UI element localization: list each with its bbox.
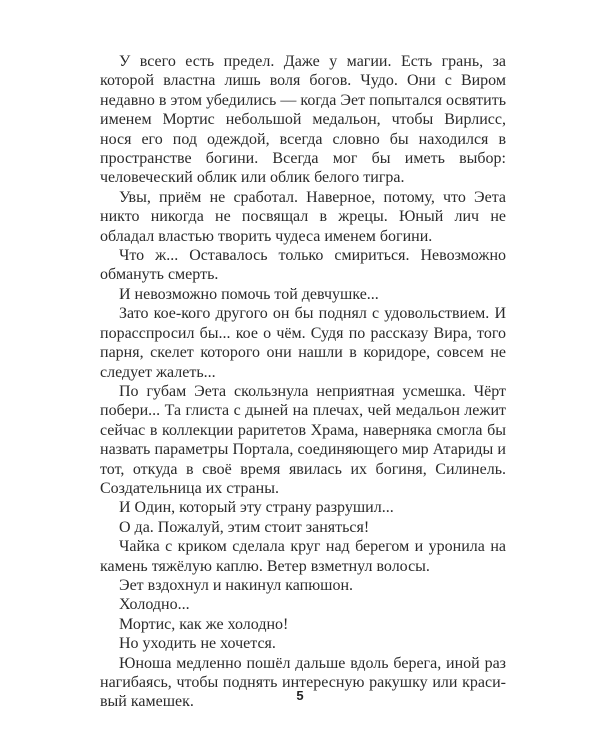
paragraph: Чайка с криком сделала круг над берегом и уронила на камень тяжёлую каплю. Ветер взметнул волосы. — [100, 538, 506, 575]
paragraph: Увы, приём не сработал. Наверное, потому, что Эета никто никогда не посвящал в жрецы. Юный лич не обладал властью творить чудеса именем богини. — [100, 188, 506, 245]
paragraph: Зато кое-кого другого он бы поднял с удовольствием. И порасспросил бы... кое о чём. Судя по рассказу Вира, того парня, скелет которого они нашли в коридоре, совсем не следует жалеть... — [100, 305, 506, 381]
paragraph: О да. Пожалуй, этим стоит заняться! — [119, 518, 370, 536]
paragraph: Эет вздохнул и накинул капюшон. — [119, 576, 354, 594]
paragraph: Что ж... Оставалось только смириться. Невозможно обмануть смерть. — [100, 247, 506, 284]
paragraph: И Один, который эту страну разрушил... — [119, 499, 394, 517]
paragraph: Холодно... — [119, 596, 190, 614]
paragraph: По губам Эета скользнула неприятная усмешка. Чёрт побери... Та глиста с дыней на плечах, чей медальон лежит сейчас в коллекции раритетов Храма, наверняка смогла бы назвать параметры Портала, соединяющего мир Атариды и тот, откуда в своё время явилась их богиня, Силинель. Создательница их страны. — [100, 382, 506, 497]
paragraph: И невозможно помочь той девчушке... — [119, 285, 379, 303]
body-text — [100, 52, 506, 712]
paragraph: Мортис, как же холодно! — [119, 615, 289, 633]
page-number: 5 — [296, 688, 304, 703]
paragraph: Юноша медленно пошёл дальше вдоль берега, иной раз нагибаясь, чтобы поднять интересную ракушку или красивый камешек. — [100, 654, 506, 711]
paragraph: У всего есть предел. Даже у магии. Есть грань, за которой властна лишь воля богов. Чудо. Они с Виром недавно в этом убедились — когда Эет попытался освятить именем Мортис небольшой медальон, чтобы Вирлисс, нося его под одеждой, всегда словно бы находился в пространстве богини. Всегда мог бы иметь выбор: человеческий облик или облик белого тигра. — [100, 53, 506, 187]
paragraph: Но уходить не хочется. — [119, 635, 276, 653]
